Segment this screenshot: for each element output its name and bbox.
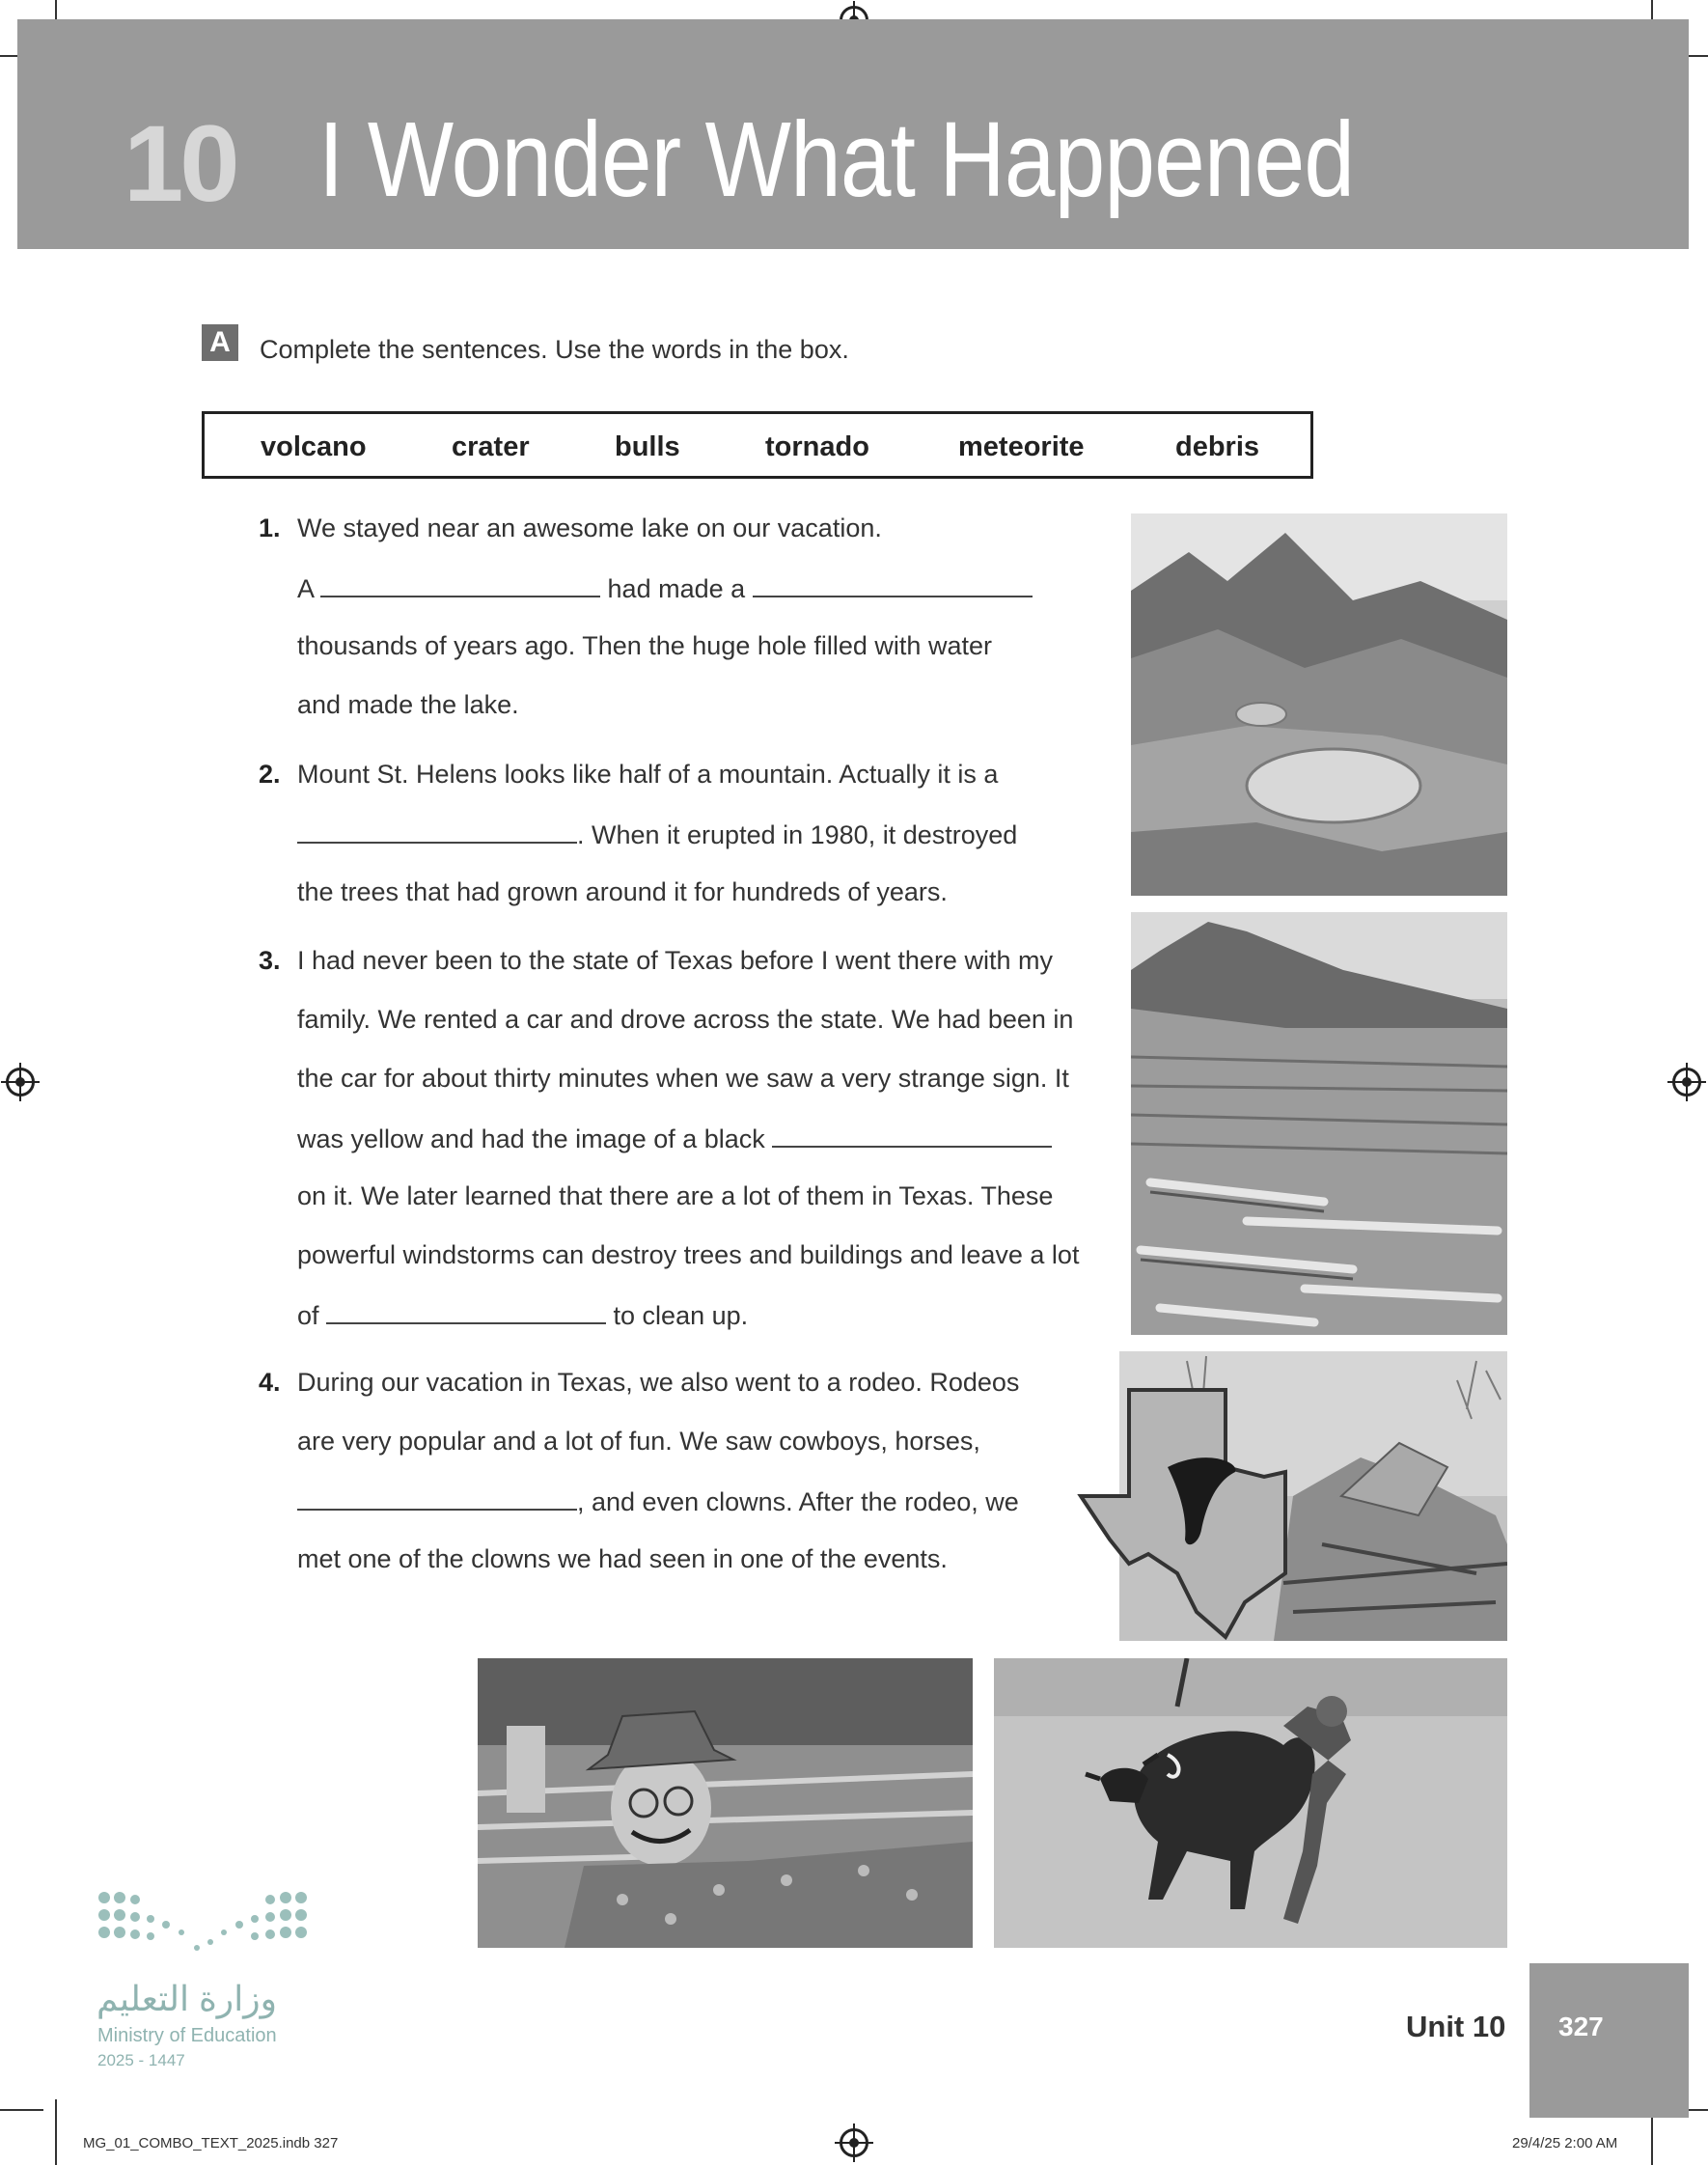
ministry-logo-icon bbox=[96, 1890, 309, 1962]
item-text-line bbox=[297, 1544, 948, 1574]
item-text-line bbox=[297, 760, 998, 790]
page-number-tab bbox=[1529, 1963, 1689, 2118]
item-text-line bbox=[297, 1240, 1079, 1270]
text-segment: . When it erupted in 1980, it destroyed bbox=[577, 820, 1018, 849]
word-box bbox=[202, 411, 1313, 479]
item-text-line bbox=[297, 1427, 980, 1457]
registration-mark-icon bbox=[840, 2128, 868, 2157]
answer-blank[interactable] bbox=[297, 1485, 577, 1511]
item-text-line bbox=[297, 819, 1017, 850]
print-date: 29/4/25 2:00 AM bbox=[1512, 2135, 1618, 2151]
text-segment: and made the lake. bbox=[297, 690, 519, 719]
item-text-line bbox=[297, 877, 948, 907]
item-text-line bbox=[297, 1005, 1073, 1035]
text-segment: A bbox=[297, 574, 321, 603]
bull-rider-photo bbox=[994, 1658, 1507, 1948]
item-number: 3. bbox=[259, 946, 281, 975]
text-segment: Mount St. Helens looks like half of a mountain. Actually it is a bbox=[297, 760, 999, 789]
answer-blank[interactable] bbox=[297, 819, 577, 844]
text-segment: are very popular and a lot of fun. We saw cowboys, horses, bbox=[297, 1427, 980, 1456]
text-segment: family. We rented a car and drove across the state. We had been in bbox=[297, 1005, 1074, 1034]
unit-number: 10 bbox=[124, 103, 236, 224]
item-text-line bbox=[297, 1123, 1052, 1154]
word-box-item: meteorite bbox=[958, 431, 1085, 462]
section-badge: A bbox=[202, 324, 238, 361]
text-segment: I had never been to the state of Texas before I went there with my bbox=[297, 946, 1053, 975]
word-box-item: tornado bbox=[765, 431, 869, 462]
text-segment: was yellow and had the image of a black bbox=[297, 1124, 773, 1153]
text-segment: During our vacation in Texas, we also went to a rodeo. Rodeos bbox=[297, 1368, 1020, 1397]
item-text-line bbox=[297, 631, 992, 661]
mount-st-helens-photo bbox=[1131, 912, 1507, 1335]
ministry-name-english: Ministry of Education bbox=[97, 2025, 277, 2046]
text-segment: met one of the clowns we had seen in one of the events. bbox=[297, 1544, 948, 1573]
crater-lake-photo bbox=[1131, 513, 1507, 896]
registration-mark-icon bbox=[1672, 1068, 1701, 1096]
item-text-line bbox=[297, 690, 519, 720]
crop-mark bbox=[0, 2109, 43, 2111]
word-box-item: volcano bbox=[261, 431, 367, 462]
ministry-year: 2025 - 1447 bbox=[97, 2051, 185, 2069]
answer-blank[interactable] bbox=[326, 1299, 606, 1324]
answer-blank[interactable] bbox=[772, 1123, 1052, 1148]
text-segment: , and even clowns. After the rodeo, we bbox=[577, 1487, 1019, 1516]
text-segment: on it. We later learned that there are a lot of them in Texas. These bbox=[297, 1181, 1054, 1210]
page-number: 327 bbox=[1558, 2012, 1604, 2041]
word-box-item: crater bbox=[452, 431, 530, 462]
text-segment: the trees that had grown around it for hundreds of years. bbox=[297, 877, 948, 906]
instruction-text: Complete the sentences. Use the words in the box. bbox=[260, 335, 849, 364]
item-text-line bbox=[297, 572, 1033, 604]
text-segment: We stayed near an awesome lake on our vacation. bbox=[297, 513, 882, 542]
crop-mark bbox=[55, 2099, 57, 2165]
text-segment: powerful windstorms can destroy trees and buildings and leave a lot bbox=[297, 1240, 1080, 1269]
item-text-line bbox=[297, 1181, 1053, 1211]
item-text-line bbox=[297, 1299, 748, 1331]
item-number: 2. bbox=[259, 760, 281, 789]
rodeo-clown-photo bbox=[478, 1658, 973, 1948]
text-segment: had made a bbox=[600, 574, 753, 603]
page-title: I Wonder What Happened bbox=[318, 100, 1355, 219]
registration-mark-icon bbox=[6, 1068, 35, 1096]
word-box-item: debris bbox=[1175, 431, 1260, 462]
item-text-line bbox=[297, 513, 882, 543]
tornado-sign-photo bbox=[1071, 1351, 1507, 1641]
file-info: MG_01_COMBO_TEXT_2025.indb 327 bbox=[83, 2135, 339, 2151]
ministry-name-arabic: وزارة التعليم bbox=[96, 1979, 277, 2018]
answer-blank[interactable] bbox=[320, 572, 600, 597]
item-text-line bbox=[297, 1064, 1069, 1094]
item-text-line bbox=[297, 1485, 1019, 1517]
item-text-line bbox=[297, 946, 1053, 976]
item-text-line bbox=[297, 1368, 1019, 1398]
text-segment: thousands of years ago. Then the huge hole filled with water bbox=[297, 631, 992, 660]
unit-label: Unit 10 bbox=[1406, 2010, 1506, 2043]
text-segment: to clean up. bbox=[606, 1301, 749, 1330]
text-segment: the car for about thirty minutes when we saw a very strange sign. It bbox=[297, 1064, 1069, 1093]
text-segment: of bbox=[297, 1301, 327, 1330]
answer-blank[interactable] bbox=[753, 572, 1033, 597]
word-box-item: bulls bbox=[615, 431, 680, 462]
item-number: 4. bbox=[259, 1368, 281, 1397]
item-number: 1. bbox=[259, 513, 281, 542]
